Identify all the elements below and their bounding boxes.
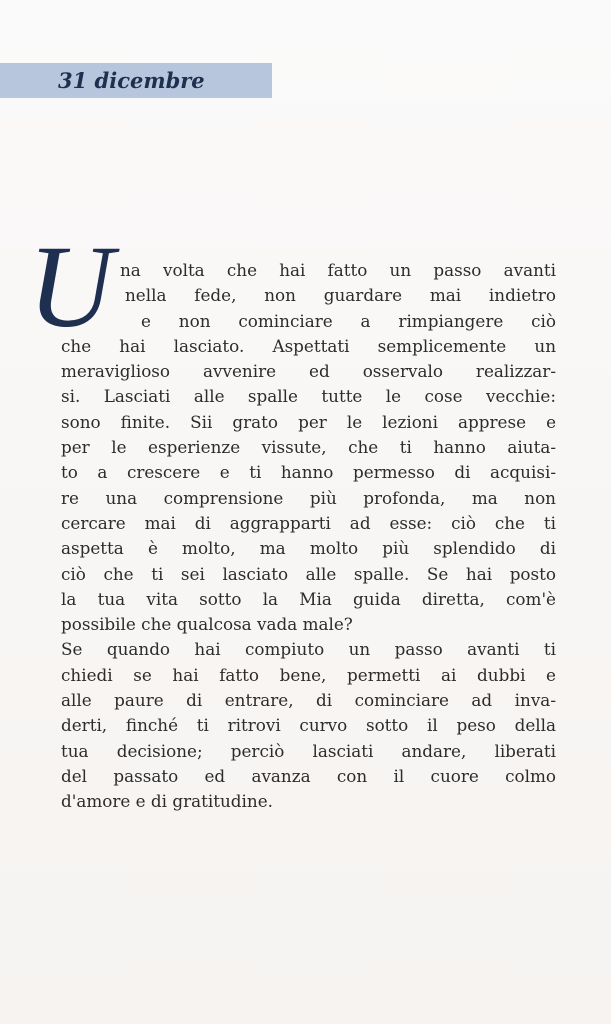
text-line: per le esperienze vissute, che ti hanno aiuta-	[61, 437, 556, 458]
text-line: che hai lasciato. Aspettati semplicemente un	[61, 335, 556, 356]
text-line: na volta che hai fatto un passo avanti	[120, 260, 556, 280]
text-line: Se quando hai compiuto un passo avanti ti	[61, 639, 556, 660]
text-line: aspetta è molto, ma molto più splendido di	[61, 538, 556, 559]
text-line: nella fede, non guardare mai indietro	[125, 285, 556, 306]
text-line: alle paure di entrare, di cominciare ad inva-	[61, 690, 556, 711]
drop-cap-letter: U	[28, 221, 114, 352]
text-line: si. Lasciati alle spalle tutte le cose vecchie:	[61, 386, 556, 407]
passage-text	[61, 258, 556, 815]
text-line: e non cominciare a rimpiangere ciò	[141, 310, 556, 331]
text-line: ciò che ti sei lasciato alle spalle. Se hai posto	[61, 563, 556, 584]
text-line: to a crescere e ti hanno permesso di acquisi-	[61, 462, 556, 483]
text-line: re una comprensione più profonda, ma non	[61, 487, 556, 508]
text-line: meraviglioso avvenire ed osservalo realizzar-	[61, 361, 556, 382]
text-line: d'amore e di gratitudine.	[61, 791, 273, 812]
text-line: cercare mai di aggrapparti ad esse: ciò che ti	[61, 512, 556, 533]
text-line: la tua vita sotto la Mia guida diretta, com'è	[61, 588, 556, 609]
text-line: del passato ed avanza con il cuore colmo	[61, 765, 556, 786]
date-heading: 31 dicembre	[58, 68, 205, 93]
text-line: derti, finché ti ritrovi curvo sotto il peso della	[61, 715, 556, 736]
text-line: tua decisione; perciò lasciati andare, liberati	[61, 740, 556, 761]
text-line: chiedi se hai fatto bene, permetti ai dubbi e	[61, 664, 556, 685]
text-line: sono finite. Sii grato per le lezioni apprese e	[61, 411, 556, 432]
text-line: possibile che qualcosa vada male?	[61, 614, 353, 635]
